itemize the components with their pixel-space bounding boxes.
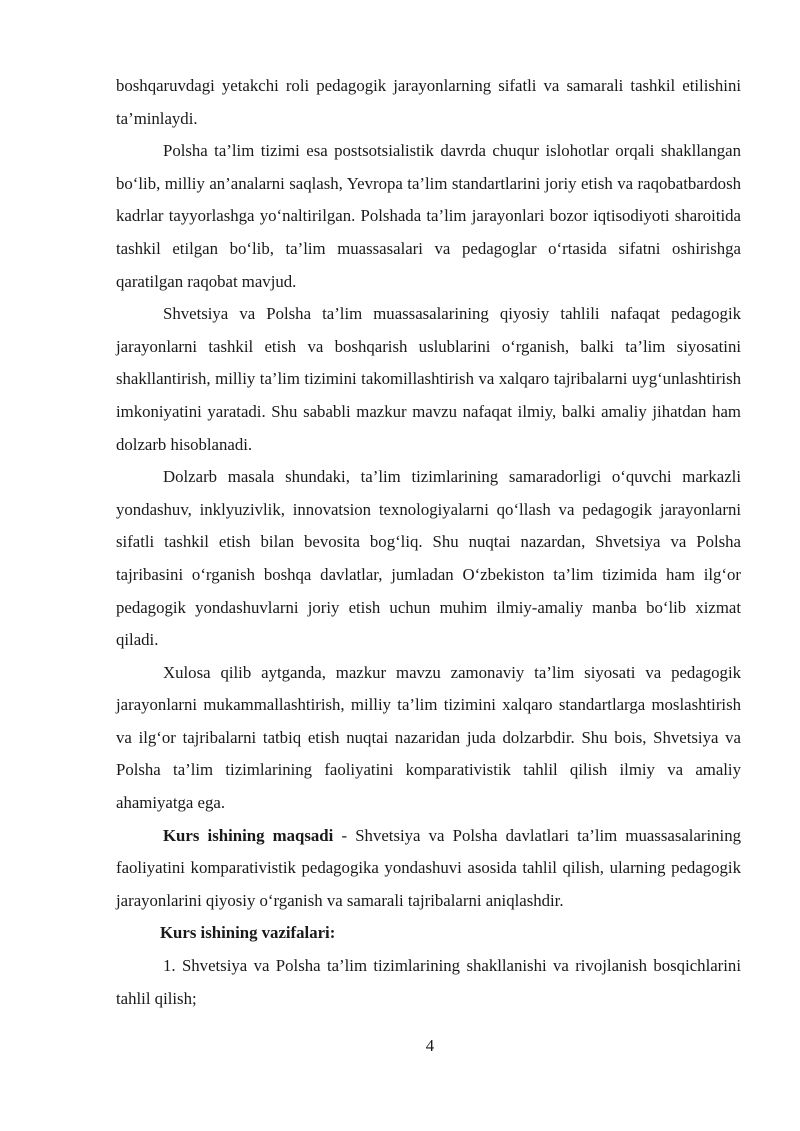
paragraph-course-goal — [116, 820, 741, 918]
document-page — [116, 70, 741, 1015]
course-goal-text: - Shvetsiya va Polsha davlatlari ta’lim muassasalarining faoliyatini komparativistik pedagogika yondashuvi asosida tahlil qilish, ularning pedagogik jarayonlarini qiyosiy o‘rganish va samarali tajribalarni aniqlashdir. — [116, 825, 741, 910]
paragraph-relevance: Dolzarb masala shundaki, ta’lim tizimlarining samaradorligi o‘quvchi markazli yondashuv, inklyuzivlik, innovatsion texnologiyalarni qo‘llash va pedagogik jarayonlarni sifatli tashkil etish bilan bevosita bog‘liq. Shu nuqtai nazardan, Shvetsiya va Polsha tajribasini o‘rganish boshqa davlatlar, jumladan O‘zbekiston ta’lim tizimida ham ilg‘or pedagogik yondashuvlarni joriy etish uchun muhim ilmiy-amaliy manba bo‘lib xizmat qiladi. — [116, 467, 741, 650]
paragraph-continuation: boshqaruvdagi yetakchi roli pedagogik jarayonlarning sifatli va samarali tashkil etilishini ta’minlaydi. — [116, 76, 741, 128]
paragraph-comparative-analysis: Shvetsiya va Polsha ta’lim muassasalarining qiyosiy tahlili nafaqat pedagogik jarayonlarni tashkil etish va boshqarish uslublarini o‘rganish, balki ta’lim siyosatini shakllantirish, milliy ta’lim tizimini takomillashtirish va xalqaro tajribalarni uyg‘unlashtirish imkoniyatini yaratadi. Shu sababli mazkur mavzu nafaqat ilmiy, balki amaliy jihatdan ham dolzarb hisoblanadi. — [116, 304, 741, 454]
course-goal-label: Kurs ishining maqsadi — [163, 825, 334, 845]
task-item-1: 1. Shvetsiya va Polsha ta’lim tizimlarining shakllanishi va rivojlanish bosqichlarini tahlil qilish; — [116, 956, 741, 1008]
page-number: 4 — [425, 1036, 435, 1055]
paragraph-poland-system: Polsha ta’lim tizimi esa postsotsialistik davrda chuqur islohotlar orqali shakllangan bo‘lib, milliy an’analarni saqlash, Yevropa ta’lim standartlarini joriy etish va raqobatbardosh kadrlar tayyorlashga yo‘naltirilgan. Polshada ta’lim jarayonlari bozor iqtisodiyoti sharoitida tashkil etilgan bo‘lib, ta’lim muassasalari va pedagoglar o‘rtasida sifatni oshirishga qaratilgan raqobat mavjud. — [116, 141, 741, 291]
paragraph-conclusion: Xulosa qilib aytganda, mazkur mavzu zamonaviy ta’lim siyosati va pedagogik jarayonlarni mukammallashtirish, milliy ta’lim tizimini xalqaro standartlarga moslashtirish va ilg‘or tajribalarni tatbiq etish nuqtai nazaridan juda dolzarbdir. Shu bois, Shvetsiya va Polsha ta’lim tizimlarining faoliyatini komparativistik tahlil qilish ilmiy va amaliy ahamiyatga ega. — [116, 662, 741, 813]
tasks-heading: Kurs ishining vazifalari: — [160, 923, 336, 943]
